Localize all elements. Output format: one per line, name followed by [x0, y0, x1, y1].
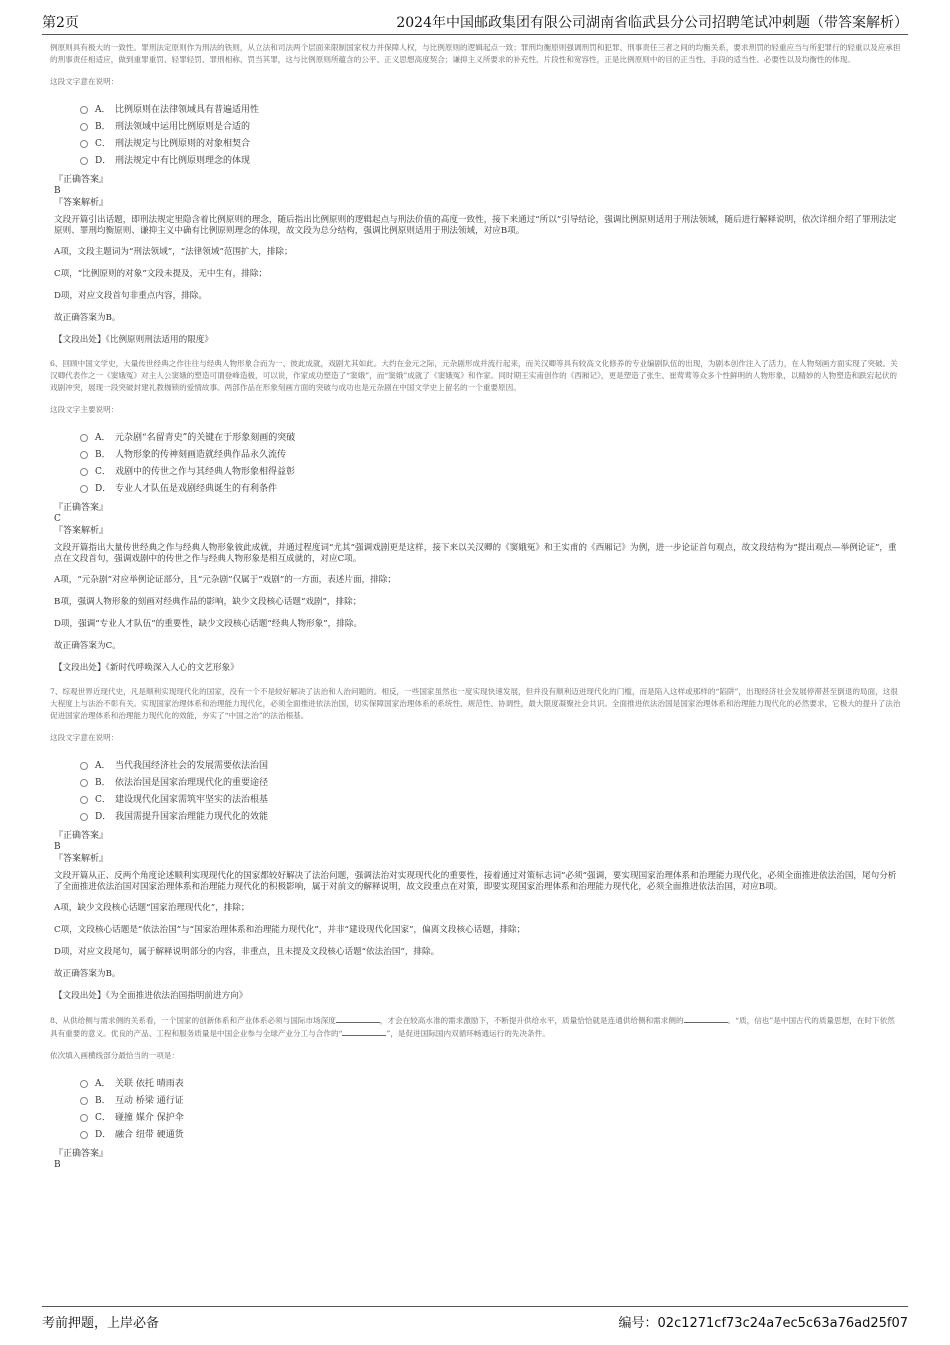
- option-b[interactable]: B． 互动 桥梁 通行证: [80, 1091, 902, 1108]
- answer-value: B: [54, 842, 61, 852]
- answer-label: 『正确答案』: [54, 503, 109, 513]
- option-c[interactable]: C． 刑法规定与比例原则的对象相契合: [80, 134, 902, 151]
- page-number: 第2页: [42, 15, 79, 31]
- radio-icon[interactable]: [80, 434, 88, 442]
- explain-label: 『答案解析』: [54, 526, 109, 536]
- explanation: 文段开篇从正、反两个角度论述顺利实现现代化的国家都较好解决了法治问题，强调法治对实现现代化的重要性，接着通过对策标志词“必须”强调，要实现国家治理体系和治理能力现代化，必须全面推进依法治国，尾句分析了全面推进依法治国对国家治理体系和治理能力现代化的积极影响，属于对前文的解释说明，故文段重点在对策，即要实现国家治理体系和治理能力现代化，必须全面推进依法治国，对应B项。: [54, 871, 897, 892]
- radio-icon[interactable]: [80, 1114, 88, 1122]
- question-7: [50, 686, 902, 1002]
- document-title: 2024年中国邮政集团有限公司湖南省临武县分公司招聘笔试冲刺题（带答案解析）: [396, 15, 908, 31]
- answer-value: B: [54, 1160, 61, 1170]
- explanation: 文段开篇引出话题，即刑法规定里隐含着比例原则的理念，随后指出比例原则的逻辑起点与刑法价值的高度一致性，接下来通过“所以”引导结论，强调比例原则适用于刑法领域，随后进行解释说明，依次详细介绍了罪刑法定原则、罪刑均衡原则、谦抑主义中确有比例原则理念的体现，故文段为总分结构，强调比例原则适用于刑法领域，对应B项。: [54, 215, 897, 236]
- option-list: [80, 100, 902, 168]
- fill-blank: [342, 1027, 386, 1036]
- radio-icon[interactable]: [80, 123, 88, 131]
- fill-blank: [684, 1014, 728, 1023]
- radio-icon[interactable]: [80, 779, 88, 787]
- option-a[interactable]: A． 当代我国经济社会的发展需要依法治国: [80, 756, 902, 773]
- option-d[interactable]: D． 刑法规定中有比例原则理念的体现: [80, 151, 902, 168]
- analysis-line: D项，对应文段尾句，属于解释说明部分的内容，非重点，且未提及文段核心话题“依法治国”，排除。: [54, 947, 440, 957]
- document-code: 编号：02c1271cf73c24a7ec5c63a76ad25f07: [618, 1316, 908, 1331]
- question-6: [50, 358, 902, 674]
- analysis-conclusion: 故正确答案为B。: [54, 313, 121, 323]
- option-d[interactable]: D． 融合 纽带 硬通货: [80, 1125, 902, 1142]
- question-8: [50, 1014, 902, 1171]
- option-c[interactable]: C． 戏剧中的传世之作与其经典人物形象相得益彰: [80, 462, 902, 479]
- radio-icon[interactable]: [80, 813, 88, 821]
- page-content: [50, 42, 902, 1171]
- option-c[interactable]: C． 碰撞 媒介 保护伞: [80, 1108, 902, 1125]
- radio-icon[interactable]: [80, 762, 88, 770]
- fill-blank: [336, 1014, 380, 1023]
- page-footer: [42, 1306, 908, 1331]
- option-a[interactable]: A． 关联 依托 晴雨表: [80, 1074, 902, 1091]
- passage-source: 【文段出处】《为全面推进依法治国指明前进方向》: [54, 991, 248, 1001]
- footer-slogan: 考前押题，上岸必备: [42, 1316, 160, 1331]
- question-prompt: 这段文字意在说明：: [50, 733, 119, 742]
- passage-source: 【文段出处】《新时代呼唤深入人心的文艺形象》: [54, 663, 239, 673]
- analysis-line: D项，强调“专业人才队伍”的重要性，缺少文段核心话题“经典人物形象”，排除。: [54, 619, 363, 629]
- question-passage: 6、回顾中国文学史，大量传世经典之作往往与经典人物形象合而为一、彼此成就，戏剧尤其如此。大约在金元之际，元杂剧形成并流行起来，而关汉卿等具有较高文化修养的专业编剧队伍的出现，为剧本创作注入了活力，在人物刻画方面实现了突破。关汉卿代表作之一《窦娥冤》对主人公窦娥的塑造可谓登峰造极，可以说，作家成功塑造了“窦娥”，而“窦娥”成就了《窦娥冤》和作家。同时期王实甫创作的《西厢记》，更是塑造了张生、崔莺莺等众多个性鲜明的人物形象，以精妙的人物塑造和跌宕起伏的戏剧冲突，展现一段突破封建礼教枷锁的爱情故事。两部作品在形象刻画方面的突破与成功也是元杂剧在中国文学史上留名的一个重要原因。: [50, 359, 898, 392]
- passage-source: 【文段出处】《比例原则刑法适用的限度》: [54, 335, 213, 345]
- radio-icon[interactable]: [80, 1097, 88, 1105]
- answer-value: B: [54, 186, 61, 196]
- option-d[interactable]: D． 我国需提升国家治理能力现代化的效能: [80, 807, 902, 824]
- question-prompt: 依次填入画横线部分最恰当的一项是：: [50, 1051, 180, 1060]
- analysis-conclusion: 故正确答案为C。: [54, 641, 121, 651]
- radio-icon[interactable]: [80, 468, 88, 476]
- analysis-line: A项，“元杂剧”对应举例论证部分，且“元杂剧”仅属于“戏剧”的一方面，表述片面，排除；: [54, 575, 396, 585]
- radio-icon[interactable]: [80, 451, 88, 459]
- option-d[interactable]: D． 专业人才队伍是戏剧经典诞生的有利条件: [80, 479, 902, 496]
- page-header: [42, 10, 908, 35]
- option-b[interactable]: B． 依法治国是国家治理现代化的重要途径: [80, 773, 902, 790]
- radio-icon[interactable]: [80, 1080, 88, 1088]
- option-list: [80, 756, 902, 824]
- option-a[interactable]: A． 元杂剧“名留青史”的关键在于形象刻画的突破: [80, 428, 902, 445]
- radio-icon[interactable]: [80, 140, 88, 148]
- question-passage: 8、从供给侧与需求侧的关系看，一个国家的创新体系和产业体系必须与国际市场深度 ，才会在较高水准的需求激励下，不断提升供给水平，质量恰恰就是连通供给侧和需求侧的 。“质，信也”是中国古代的质量思想，在时下依然具有重要的意义。优良的产品、工程和服务质量是中国企业参与全球产业分工与合作的“ ”，是促进国际国内双循环畅通运行的先决条件。: [50, 1016, 895, 1038]
- analysis-conclusion: 故正确答案为B。: [54, 969, 121, 979]
- answer-label: 『正确答案』: [54, 831, 109, 841]
- question-prompt: 这段文字意在说明：: [50, 77, 119, 86]
- question-prompt: 这段文字主要说明：: [50, 405, 119, 414]
- radio-icon[interactable]: [80, 796, 88, 804]
- answer-label: 『正确答案』: [54, 175, 109, 185]
- explain-label: 『答案解析』: [54, 854, 109, 864]
- radio-icon[interactable]: [80, 106, 88, 114]
- option-b[interactable]: B． 刑法领域中运用比例原则是合适的: [80, 117, 902, 134]
- question-passage: 例原则具有极大的一致性。罪刑法定原则作为刑法的铁则，从立法和司法两个层面来限制国家权力并保障人权，与比例原则的逻辑起点一致；罪刑均衡原则强调刑罚和犯罪、刑事责任三者之间的均衡关系，要求刑罚的轻重应当与所犯罪行的轻重以及应承担的刑事责任相适应，做到重罪重罚、轻罪轻罚、罪刑相称、罚当其罪，这与比例原则所蕴含的公平、正义思想高度契合；谦抑主义所要求的补充性、片段性和宽容性，正是比例原则中的目的正当性、手段的适当性、必要性以及均衡性的体现。: [50, 43, 901, 64]
- explanation: 文段开篇指出大量传世经典之作与经典人物形象彼此成就，并通过程度词“尤其”强调戏剧更是这样，接下来以关汉卿的《窦娥冤》和王实甫的《西厢记》为例，进一步论证首句观点，故文段结构为“提出观点—举例论证”，重点在文段首句，强调戏剧中的传世之作与经典人物形象是相互成就的，对应C项。: [54, 543, 897, 564]
- option-b[interactable]: B． 人物形象的传神刻画造就经典作品永久流传: [80, 445, 902, 462]
- explain-label: 『答案解析』: [54, 198, 109, 208]
- radio-icon[interactable]: [80, 1131, 88, 1139]
- option-list: [80, 428, 902, 496]
- answer-label: 『正确答案』: [54, 1149, 109, 1159]
- option-a[interactable]: A． 比例原则在法律领域具有普遍适用性: [80, 100, 902, 117]
- answer-value: C: [54, 514, 61, 524]
- radio-icon[interactable]: [80, 157, 88, 165]
- option-c[interactable]: C． 建设现代化国家需筑牢坚实的法治根基: [80, 790, 902, 807]
- option-list: [80, 1074, 902, 1142]
- radio-icon[interactable]: [80, 485, 88, 493]
- question-5: [50, 42, 902, 346]
- analysis-line: A项，文段主题词为“刑法领域”，“法律领域”范围扩大，排除；: [54, 247, 293, 257]
- question-passage: 7、综观世界近现代史，凡是顺利实现现代化的国家，没有一个不是较好解决了法治和人治问题的。相反，一些国家虽然也一度实现快速发展，但并没有顺利迈进现代化的门槛，而是陷入这样或那样的“陷阱”，出现经济社会发展停滞甚至倒退的局面，这很大程度上与法治不彰有关。实现国家治理体系和治理能力现代化，必须全面推进依法治国，切实保障国家治理体系的系统性、规范性、协调性，最大限度凝聚社会共识。全面推进依法治国是国家治理体系和治理能力现代化的必然要求，它极大的提升了法治促进国家治理体系和治理能力现代化的效能，夯实了“中国之治”的法治根基。: [50, 687, 901, 720]
- analysis-line: B项，强调人物形象的刻画对经典作品的影响，缺少文段核心话题“戏剧”，排除；: [54, 597, 362, 607]
- analysis-line: C项，文段核心话题是“依法治国”与“国家治理体系和治理能力现代化”，并非“建设现代化国家”，偏离文段核心话题，排除；: [54, 925, 526, 935]
- analysis-line: C项，“比例原则的对象”文段未提及，无中生有，排除；: [54, 269, 268, 279]
- analysis-line: D项，对应文段首句非重点内容，排除。: [54, 291, 207, 301]
- analysis-line: A项，缺少文段核心话题“国家治理现代化”，排除；: [54, 903, 250, 913]
